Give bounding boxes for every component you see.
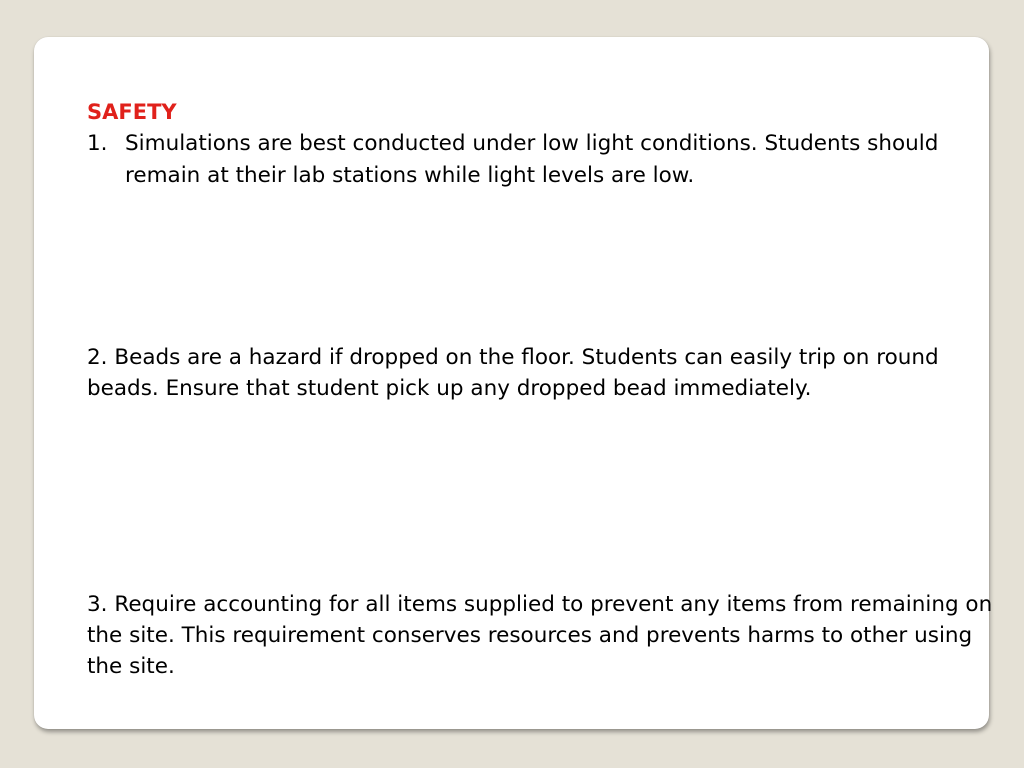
safety-item-3: 3. Require accounting for all items supplied to prevent any items from remaining on the site. This requirement conserves resources and prevents harms to other using the site. bbox=[87, 592, 993, 679]
safety-item-1 bbox=[87, 128, 992, 192]
safety-section bbox=[87, 96, 992, 192]
safety-heading: SAFETY bbox=[87, 100, 177, 124]
safety-item-2: 2. Beads are a hazard if dropped on the floor. Students can easily trip on round beads. Ensure that student pick up any dropped bead immediately. bbox=[87, 345, 939, 401]
item-1-text: Simulations are best conducted under low light conditions. Students should remain at their lab stations while light levels are low. bbox=[125, 131, 939, 188]
slide-card bbox=[34, 37, 993, 729]
item-1-number: 1. bbox=[87, 131, 108, 156]
